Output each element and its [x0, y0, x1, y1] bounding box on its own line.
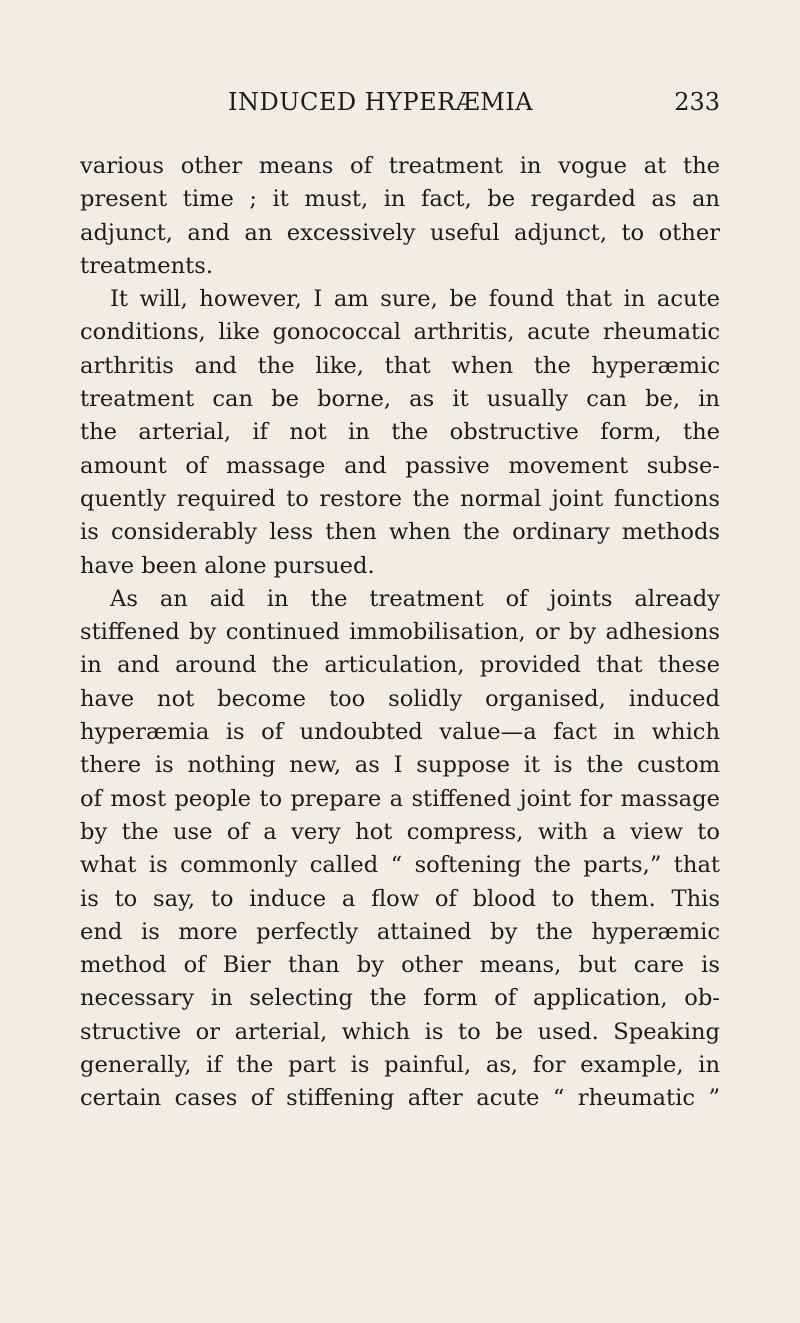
- page-number: 233: [674, 88, 720, 116]
- text-line: adjunct, and an excessively useful adjunct, to other: [80, 219, 720, 246]
- text-line: method of Bier than by other means, but care is: [80, 952, 720, 979]
- body-text: [80, 150, 720, 1116]
- text-line: stiffened by continued immobilisation, or by adhesions: [80, 619, 720, 646]
- text-line: various other means of treatment in vogue at the: [80, 153, 720, 179]
- text-line: have not become too solidly organised, induced: [80, 685, 720, 712]
- page-header: [80, 88, 720, 120]
- text-line: necessary in selecting the form of application, ob-: [80, 985, 720, 1012]
- text-line: amount of massage and passive movement subse-: [80, 452, 720, 479]
- running-title: INDUCED HYPERÆMIA: [228, 88, 534, 116]
- text-line: have been alone pursued.: [80, 552, 375, 579]
- text-line: end is more perfectly attained by the hyperæmic: [80, 918, 720, 945]
- text-line: what is commonly called “ softening the parts,” that: [80, 852, 720, 879]
- text-line: hyperæmia is of undoubted value—a fact in which: [80, 719, 720, 746]
- text-line: quently required to restore the normal joint functions: [80, 485, 720, 512]
- text-line: in and around the articulation, provided that these: [80, 652, 720, 679]
- text-line: is to say, to induce a flow of blood to them. This: [80, 885, 720, 912]
- text-line: conditions, like gonococcal arthritis, acute rheumatic: [80, 319, 720, 346]
- text-line: is considerably less then when the ordinary methods: [80, 519, 720, 546]
- text-line: present time ; it must, in fact, be regarded as an: [80, 186, 720, 213]
- text-line: As an aid in the treatment of joints already: [110, 585, 720, 612]
- text-line: It will, however, I am sure, be found that in acute: [110, 286, 720, 313]
- text-line: by the use of a very hot compress, with a view to: [80, 818, 720, 845]
- text-line: structive or arterial, which is to be used. Speaking: [80, 1018, 720, 1045]
- text-line: there is nothing new, as I suppose it is the custom: [80, 752, 720, 779]
- text-line: treatments.: [80, 252, 214, 279]
- text-line: arthritis and the like, that when the hyperæmic: [80, 352, 720, 379]
- text-line: generally, if the part is painful, as, for example, in: [80, 1052, 720, 1079]
- text-line: certain cases of stiffening after acute “ rheumatic ”: [80, 1085, 720, 1112]
- text-line: treatment can be borne, as it usually can be, in: [80, 386, 720, 413]
- text-line: the arterial, if not in the obstructive form, the: [80, 419, 720, 446]
- text-line: of most people to prepare a stiffened joint for massage: [80, 785, 720, 812]
